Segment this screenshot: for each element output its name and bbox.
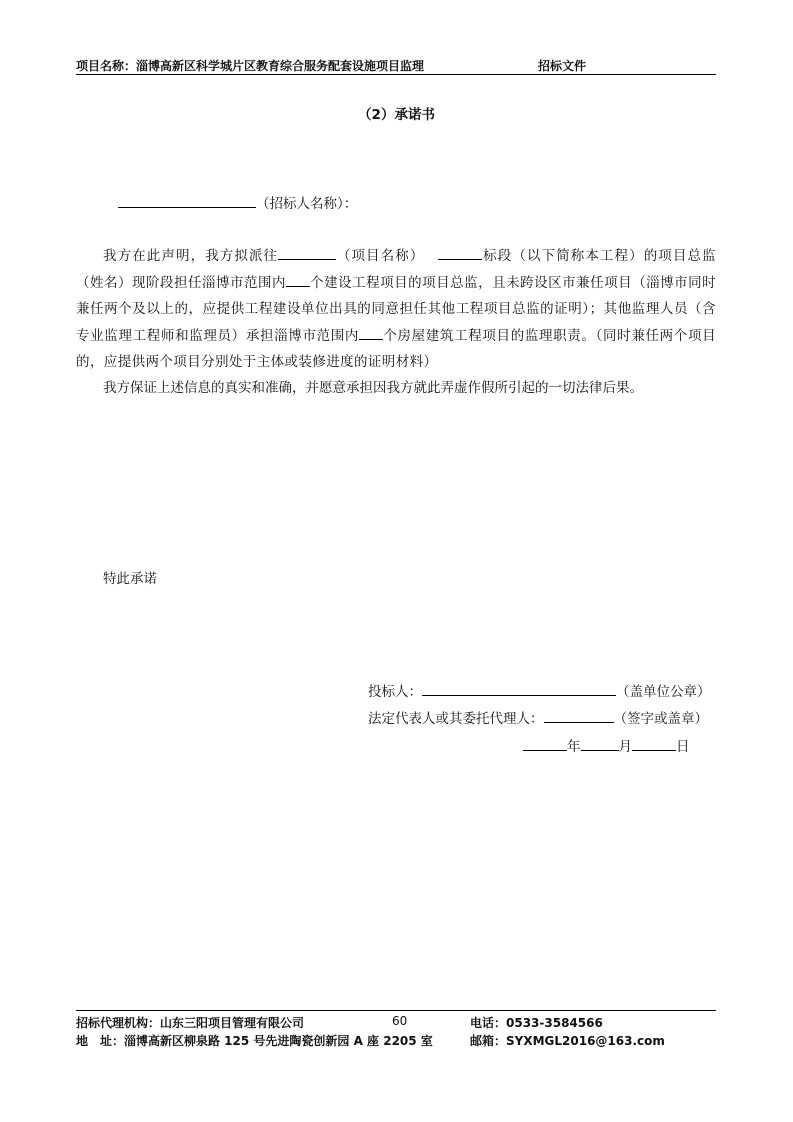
section-blank[interactable] — [438, 245, 482, 260]
day-label: 日 — [676, 739, 690, 755]
closing-text: 特此承诺 — [103, 571, 157, 587]
footer-divider — [76, 1010, 716, 1011]
para-segment: （项目名称） — [336, 248, 425, 264]
bidder-note: （盖单位公章） — [616, 684, 711, 700]
bidder-label: 投标人： — [368, 684, 422, 700]
header-project-name: 项目名称：淄博高新区科学城片区教育综合服务配套设施项目监理 — [76, 59, 425, 73]
bidder-line — [368, 680, 711, 700]
year-blank[interactable] — [523, 736, 567, 751]
date-line — [523, 735, 690, 755]
header-doc-type: 招标文件 — [538, 59, 587, 73]
header-divider — [76, 74, 716, 75]
representative-line — [368, 707, 708, 727]
day-blank[interactable] — [632, 736, 676, 751]
rep-label: 法定代表人或其委托代理人： — [368, 711, 544, 727]
page-title: （2）承诺书 — [358, 107, 435, 123]
para-segment: 个房屋建筑工程项目的监理职责。（同时兼任两个项目的，应提供两个项目分别处于主体或装修进度的证明材料） — [76, 327, 717, 370]
declaration-paragraph — [76, 243, 716, 376]
month-blank[interactable] — [581, 736, 619, 751]
count-blank[interactable] — [286, 272, 310, 287]
count-blank[interactable] — [359, 325, 383, 340]
page-header — [76, 54, 716, 74]
para-segment: 标段（以下简称本工程）的项目总监（姓名）现阶段担任淄博市范围内 — [76, 248, 716, 291]
footer-email: 邮箱：SYXMGL2016@163.com — [470, 1034, 665, 1048]
project-name-blank[interactable] — [278, 245, 336, 260]
para-segment: 我方在此声明，我方拟派往 — [103, 248, 279, 264]
addressee-line — [118, 192, 357, 212]
year-label: 年 — [567, 739, 581, 755]
rep-blank[interactable] — [544, 708, 614, 723]
footer-phone: 电话：0533-3584566 — [470, 1016, 603, 1030]
tenderer-name-blank[interactable] — [118, 193, 256, 208]
addressee-suffix: （招标人名称）： — [256, 196, 358, 212]
bidder-blank[interactable] — [422, 681, 616, 696]
page-number: 60 — [392, 1014, 408, 1028]
para-segment: 个建设工程项目的项目总监，且未跨设区市兼任项目（淄博市同时兼任两个及以上的，应提供工程建设单位出具的同意担任其他工程项目总监的证明）；其他监理人员（含专业监理工程师和监理员）承担淄博市范围内 — [76, 274, 716, 344]
rep-note: （签字或盖章） — [613, 711, 708, 727]
footer-agency: 招标代理机构：山东三阳项目管理有限公司 — [76, 1016, 305, 1030]
guarantee-paragraph: 我方保证上述信息的真实和准确，并愿意承担因我方就此弄虚作假所引起的一切法律后果。 — [103, 380, 643, 396]
month-label: 月 — [618, 739, 632, 755]
footer-address: 地 址：淄博高新区柳泉路 125 号先进陶瓷创新园 A 座 2205 室 — [76, 1034, 433, 1048]
